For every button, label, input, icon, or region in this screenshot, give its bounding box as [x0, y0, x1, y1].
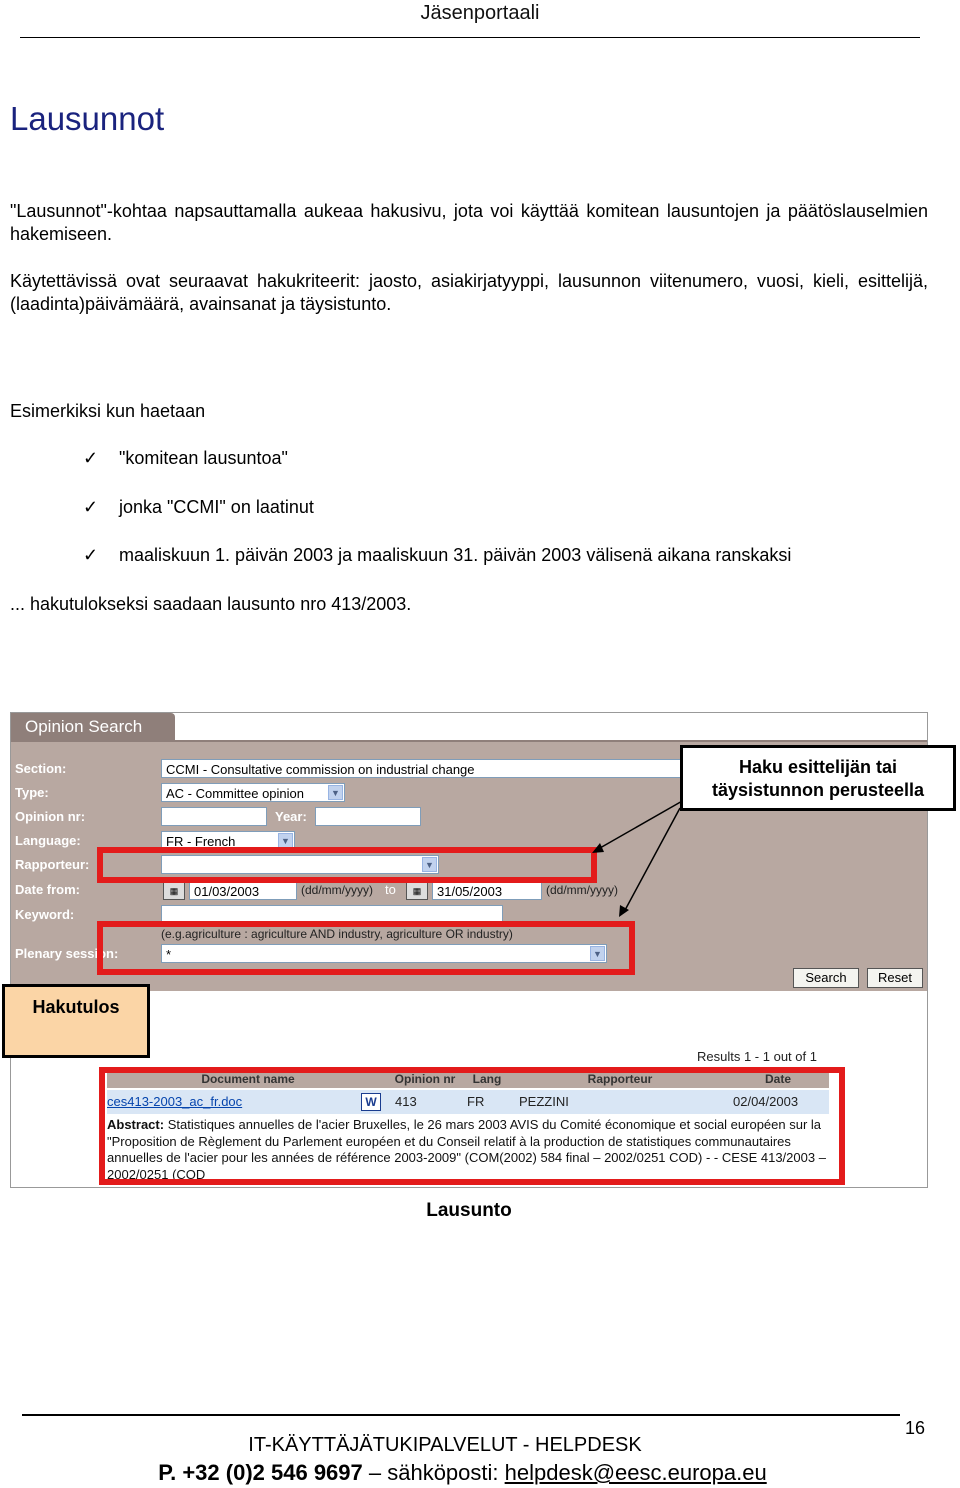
section-value: CCMI - Consultative commission on industrial change	[166, 762, 475, 777]
column-header[interactable]: Date	[764, 1072, 791, 1086]
chevron-down-icon[interactable]: ▼	[422, 857, 437, 872]
rapporteur-label: Rapporteur:	[15, 857, 90, 872]
date-cell: 02/04/2003	[733, 1094, 799, 1109]
checkmark-icon: ✓	[83, 497, 99, 517]
arrow-line	[624, 808, 680, 912]
rapporteur-plenary-callout: Haku esittelijän tai täysistunnon perusteella	[680, 745, 956, 811]
date-from-label: Date from:	[15, 882, 81, 897]
keyword-hint: (e.g.agriculture : agriculture AND industry, agriculture OR industry)	[161, 927, 513, 941]
checklist-text: maaliskuun 1. päivän 2003 ja maaliskuun 31. päivän 2003 välisenä aikana ranskaksi	[119, 545, 792, 565]
footer-email-label: – sähköposti:	[362, 1460, 505, 1485]
chevron-down-icon[interactable]: ▼	[328, 785, 343, 800]
page-title: Lausunnot	[10, 100, 165, 137]
footer-contact	[0, 1460, 925, 1486]
opinion-nr-cell: 413	[395, 1094, 417, 1109]
plenary-label: Plenary session:	[15, 946, 119, 961]
language-label: Language:	[15, 833, 81, 848]
abstract-label: Abstract:	[107, 1117, 165, 1132]
intro-paragraph: "Lausunnot"-kohtaa napsauttamalla aukeaa hakusivu, jota voi käyttää komitean lausuntojen ja päätöslauselmien hakemiseen.	[10, 201, 928, 244]
date-format-hint: (dd/mm/yyyy)	[301, 883, 373, 897]
date-to-value: 31/05/2003	[437, 884, 503, 899]
type-value: AC - Committee opinion	[166, 786, 304, 801]
calendar-icon[interactable]: ▦	[406, 880, 428, 900]
footer-phone: P. +32 (0)2 546 9697	[158, 1460, 363, 1485]
chevron-down-icon[interactable]: ▼	[590, 946, 605, 961]
example-intro: Esimerkiksi kun haetaan	[10, 401, 206, 421]
lang-cell: FR	[467, 1094, 485, 1109]
reset-button[interactable]: Reset	[867, 968, 923, 988]
column-header[interactable]: Opinion nr	[394, 1072, 456, 1086]
results-count: Results 1 - 1 out of 1	[697, 1049, 817, 1064]
footer-email-link[interactable]: helpdesk@eesc.europa.eu	[504, 1460, 767, 1485]
abstract-body: Statistiques annuelles de l'acier Bruxelles, le 26 mars 2003 AVIS du Comité économique et social européen sur la "Proposition de Règlement du Parlement européen et du Conseil relatif à la production de statistiques communautaires annuelles de l'acier pour les années de référence 2003-2009" (COM(2002) 584 final – 2002/0251 COD) - - CESE 413/2003 – 2002/0251 (COD	[107, 1117, 826, 1182]
checkmark-icon: ✓	[83, 545, 99, 565]
type-label: Type:	[15, 785, 49, 800]
calendar-icon[interactable]: ▦	[163, 880, 185, 900]
search-button[interactable]: Search	[793, 968, 859, 988]
opinion-label: Lausunto	[426, 1200, 512, 1221]
header-title: Jäsenportaali	[420, 2, 540, 24]
word-document-icon[interactable]: W	[361, 1093, 381, 1111]
keyword-label: Keyword:	[15, 907, 75, 922]
page-number: 16	[905, 1418, 926, 1438]
rapporteur-cell: PEZZINI	[519, 1094, 569, 1109]
checkmark-icon: ✓	[83, 448, 99, 468]
results-callout: Hakutulos	[2, 984, 150, 1058]
year-label: Year:	[275, 809, 307, 824]
criteria-paragraph: Käytettävissä ovat seuraavat hakukriteerit: jaosto, asiakirjatyyppi, lausunnon viitenumero, vuosi, kieli, esittelijä, (laadinta)päivämäärä, avainsanat ja täysistunto.	[10, 271, 928, 314]
result-paragraph: ... hakutulokseksi saadaan lausunto nro 413/2003.	[10, 594, 412, 614]
date-format-hint: (dd/mm/yyyy)	[546, 883, 618, 897]
column-header[interactable]: Document name	[201, 1072, 295, 1086]
document-link[interactable]: ces413-2003_ac_fr.doc	[107, 1094, 243, 1109]
date-from-value: 01/03/2003	[194, 884, 260, 899]
chevron-down-icon[interactable]: ▼	[278, 833, 293, 848]
checklist-text: "komitean lausuntoa"	[119, 448, 288, 468]
to-label: to	[385, 882, 396, 897]
footer-service-name: IT-KÄYTTÄJÄTUKIPALVELUT - HELPDESK	[248, 1434, 642, 1456]
footer-divider	[22, 1414, 900, 1416]
opinion-nr-label: Opinion nr:	[15, 809, 86, 824]
section-label: Section:	[15, 761, 67, 776]
language-value: FR - French	[166, 834, 236, 849]
plenary-value: *	[166, 947, 172, 962]
column-header[interactable]: Rapporteur	[587, 1072, 653, 1086]
arrow-head	[592, 843, 604, 853]
checklist-text: jonka "CCMI" on laatinut	[119, 497, 314, 517]
column-header[interactable]: Lang	[472, 1072, 502, 1086]
tab-opinion-search[interactable]: Opinion Search	[11, 713, 175, 741]
